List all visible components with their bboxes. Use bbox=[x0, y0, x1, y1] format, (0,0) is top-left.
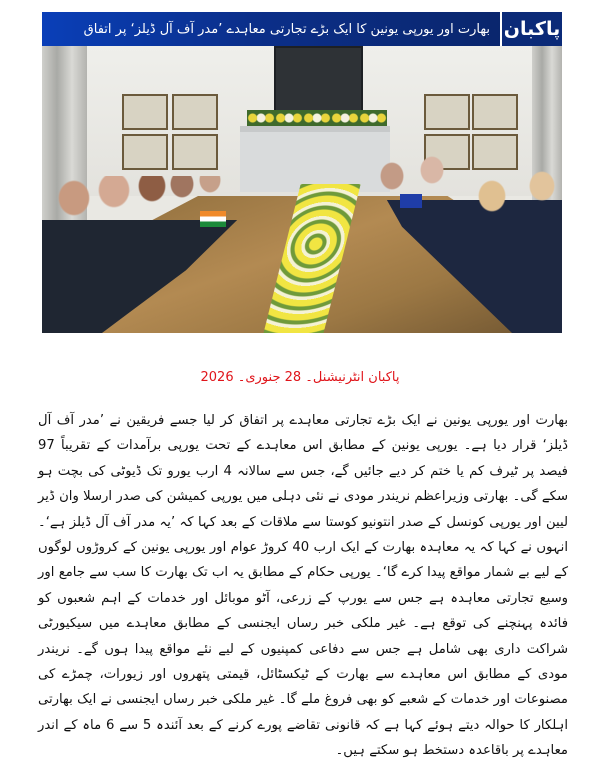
header-banner bbox=[42, 12, 562, 46]
photo-mantel-flowers bbox=[247, 110, 387, 126]
photo-wall-frame bbox=[122, 94, 168, 130]
eu-flag-icon bbox=[400, 194, 422, 208]
article-paragraph: بھارت اور یورپی یونین نے ایک بڑے تجارتی معاہدے پر اتفاق کر لیا جسے فریقین نے ’مدر آف آل ڈیلز‘ قرار دیا ہے۔ یورپی یونین کے مطابق اس معاہدے کے تحت یورپی برآمدات کے تقریباً 97 فیصد پر ٹیرف کم یا ختم کر دیے جائیں گے، جس سے سالانہ 4 ارب یورو تک ڈیوٹی کی بچت ہو سکے گی۔ بھارتی وزیراعظم نریندر مودی نے نئی دہلی میں یورپی کمیشن کی صدر ارسلا وان ڈیر لیین اور یورپی کونسل کے صدر انتونیو کوستا سے ملاقات کے بعد کہا کہ ’یہ مدر آف آل ڈیلز ہے‘۔ انہوں نے کہا کہ یہ معاہدہ بھارت کے ایک ارب 40 کروڑ عوام اور یورپی یونین کے کروڑوں لوگوں کے لیے بے شمار مواقع پیدا کرے گا‘۔ یورپی حکام کے مطابق یہ اب تک بھارت کا سب سے جامع اور وسیع تجارتی معاہدہ ہے جس سے یورپ کے زرعی، آٹو موبائل اور خدمات کے اہم شعبوں کو فائدہ پہنچنے کی توقع ہے۔ غیر ملکی خبر رساں ایجنسی کے مطابق معاہدے میں سیکیورٹی شراکت داری بھی شامل ہے جس سے دفاعی کمپنیوں کے لیے نئے مواقع پیدا ہوں گے۔ نریندر مودی کے مطابق اس معاہدے سے بھارت کے ٹیکسٹائل، قیمتی پتھروں اور زیورات، چمڑے کی مصنوعات اور خدمات کے شعبے کو بھی فروغ ملے گا۔ غیر ملکی خبر رساں ایجنسی نے ایک بھارتی اہلکار کا حوالہ دیتے ہوئے کہا ہے کہ قانونی تقاضے پورے کرنے کے بعد آئندہ 5 سے 6 ماہ کے اندر معاہدے پر باقاعدہ دستخط ہو سکتے ہیں۔ bbox=[38, 413, 568, 759]
news-photo bbox=[42, 46, 562, 333]
photo-wall-frame bbox=[472, 94, 518, 130]
photo-wall-frame bbox=[424, 94, 470, 130]
dateline: پاکبان انٹرنیشنل۔ 28 جنوری۔ 2026 bbox=[200, 370, 400, 385]
article-body bbox=[38, 408, 568, 764]
photo-wall-frame bbox=[122, 134, 168, 170]
photo-wall-frame bbox=[172, 134, 218, 170]
india-flag-icon bbox=[200, 211, 226, 227]
brand-logo: پاکبان bbox=[500, 12, 562, 46]
photo-wall-frame bbox=[172, 94, 218, 130]
headline: بھارت اور یورپی یونین کا ایک بڑے تجارتی معاہدے ’مدر آف آل ڈیلز‘ پر اتفاق bbox=[83, 21, 490, 37]
photo-tapestry bbox=[274, 46, 363, 114]
